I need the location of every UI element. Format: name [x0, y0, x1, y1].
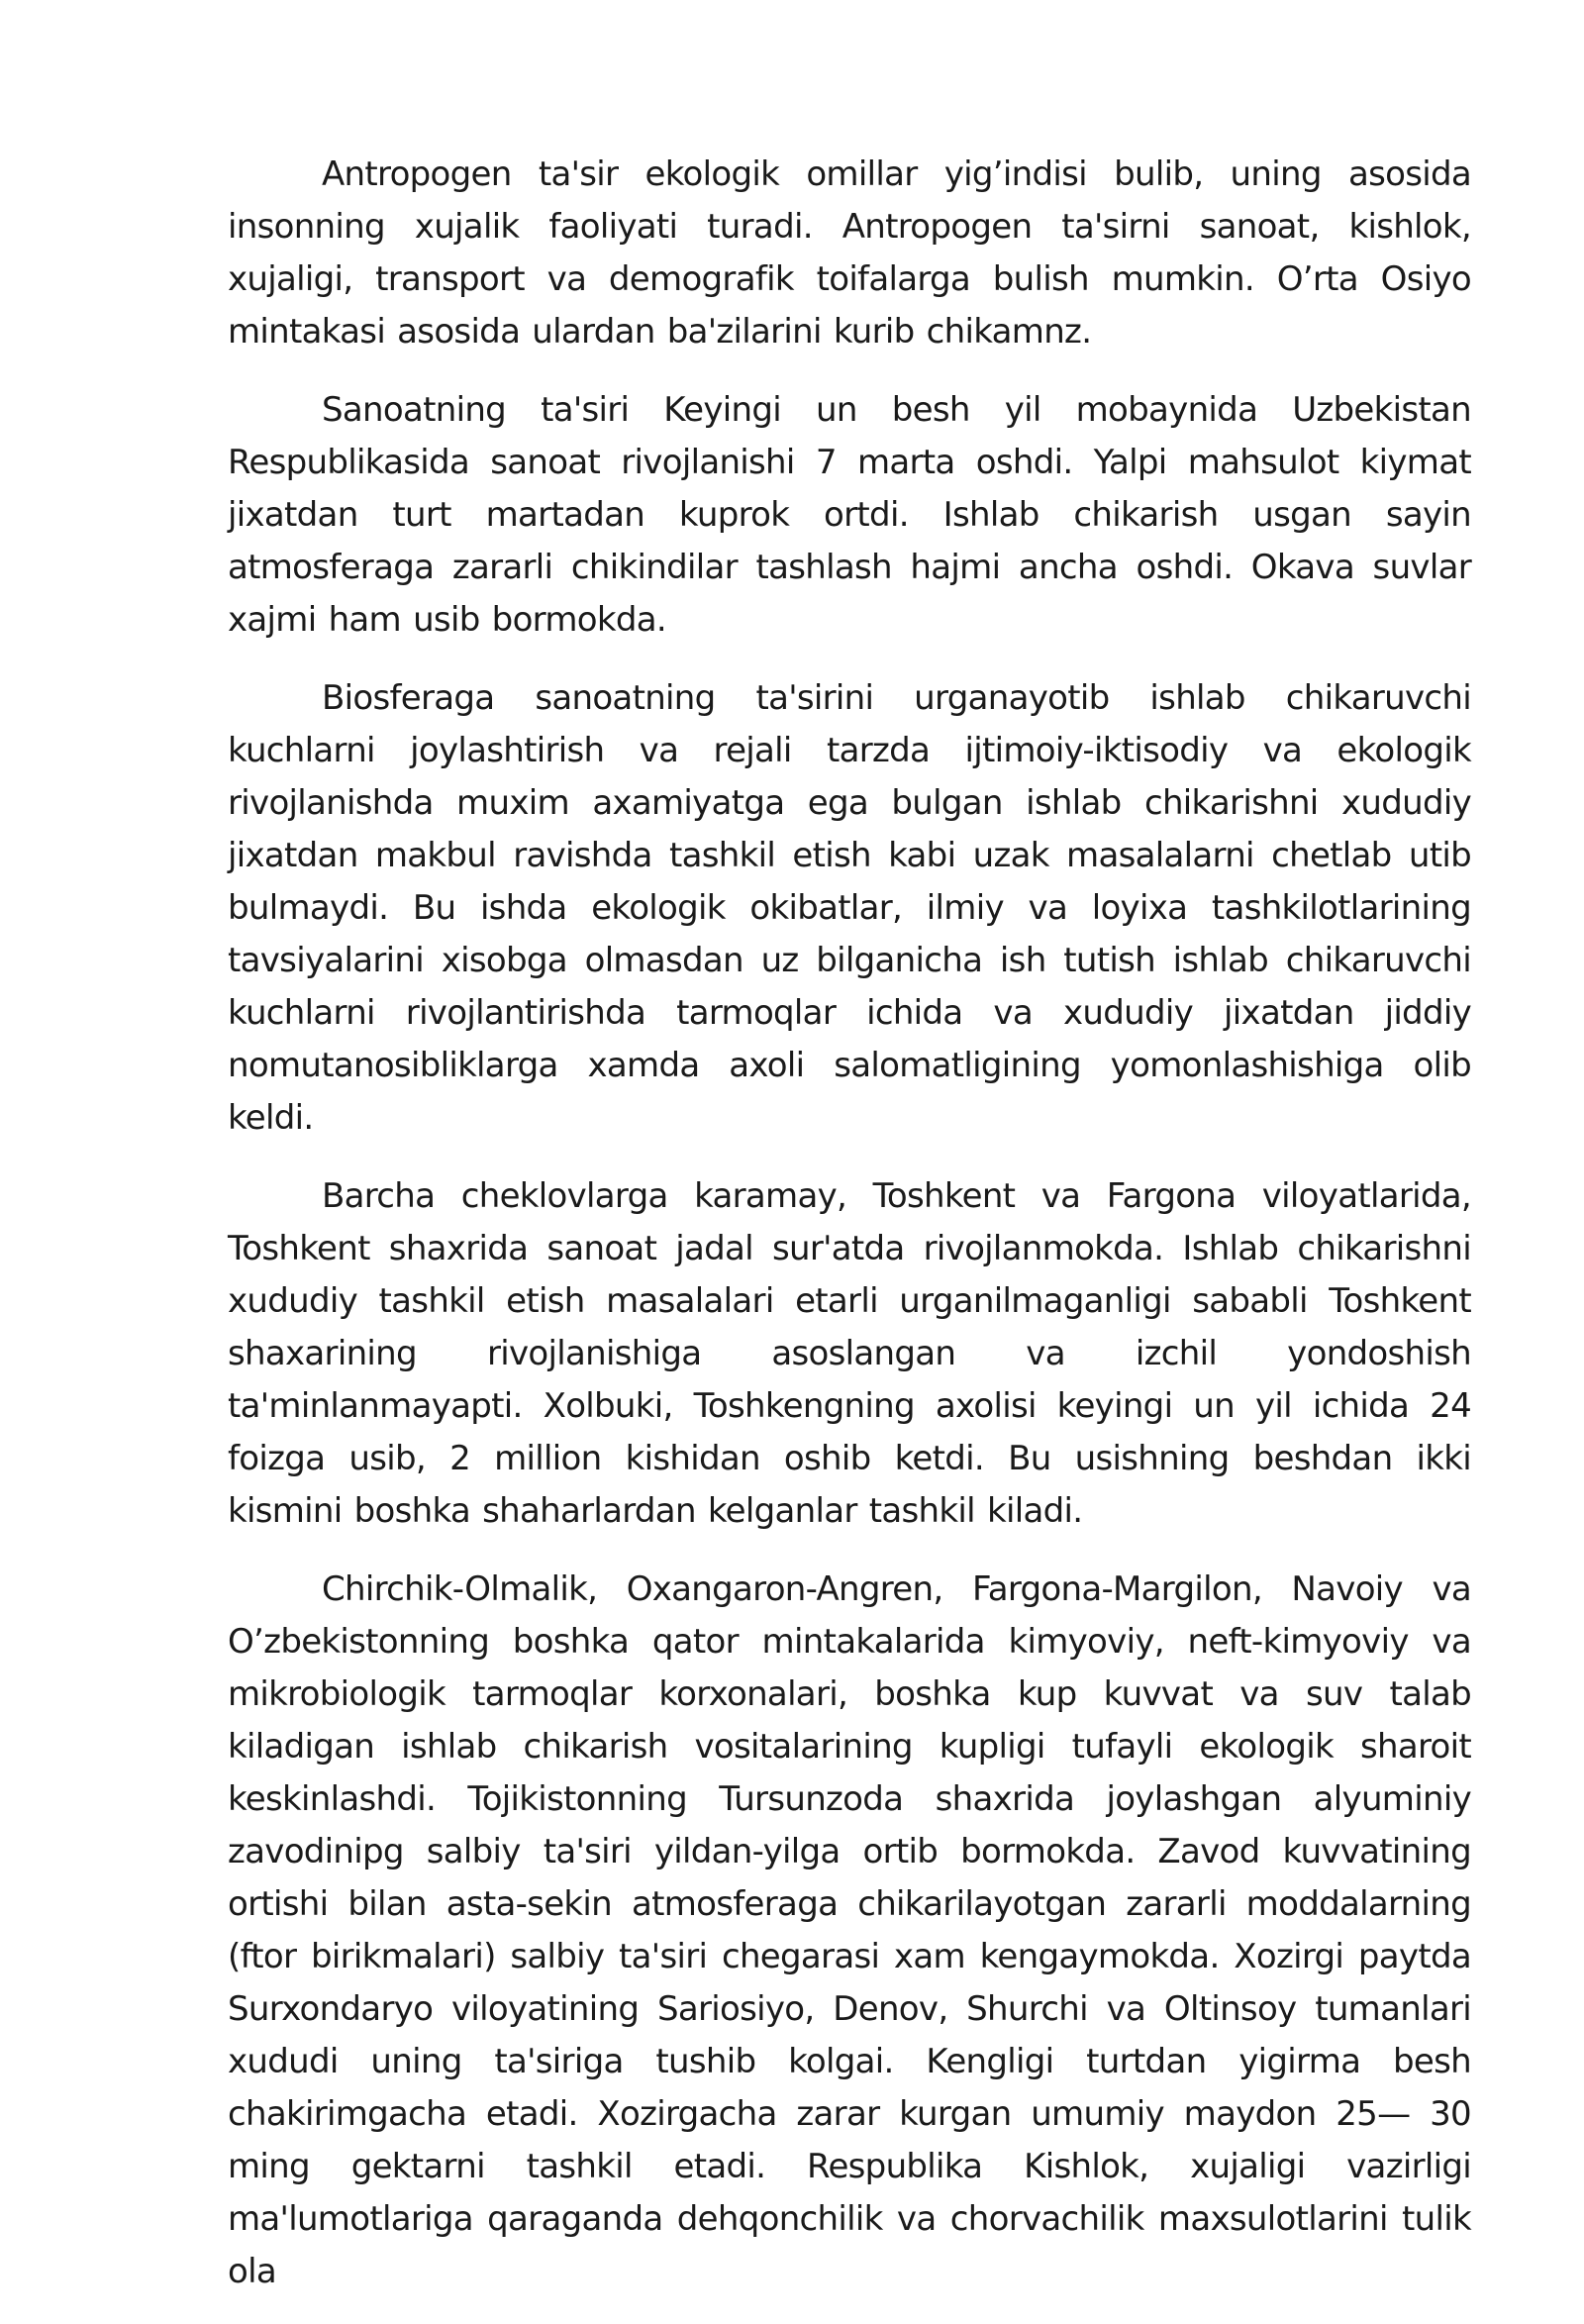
paragraph-anthropogenic-impact: Antropogen ta'sir ekologik omillar yig’indisi bulib, uning asosida insonning xujalik faoliyati turadi. Antropogen ta'sirni sanoat, kishlok, xujaligi, transport va demografik toifalarga bulish mumkin. O’rta Osiyo mintakasi asosida ulardan ba'zilarini kurib chikamnz.	[228, 154, 1471, 352]
paragraph-biosphere-industry: Biosferaga sanoatning ta'sirini urganayotib ishlab chikaruvchi kuchlarni joylashtirish va rejali tarzda ijtimoiy-iktisodiy va ekologik rivojlanishda muxim axamiyatga ega bulgan ishlab chikarishni xududiy jixatdan makbul ravishda tashkil etish kabi uzak masalalarni chetlab utib bulmaydi. Bu ishda ekologik okibatlar, ilmiy va loyixa tashkilotlarining tavsiyalarini xisobga olmasdan uz bilganicha ish tutish ishlab chikaruvchi kuchlarni rivojlantirishda tarmoqlar ichida va xududiy jixatdan jiddiy nomutanosibliklarga xamda axoli salomatligining yomonlashishiga olib keldi.	[228, 678, 1471, 1138]
paragraph-regional-ecology: Chirchik-Olmalik, Oxangaron-Angren, Fargona-Margilon, Navoiy va O’zbekistonning boshka qator mintakalarida kimyoviy, neft-kimyoviy va mikrobiologik tarmoqlar korxonalari, boshka kup kuvvat va suv talab kiladigan ishlab chikarish vositalarining kupligi tufayli ekologik sharoit keskinlashdi. Tojikistonning Tursunzoda shaxrida joylashgan alyuminiy zavodinipg salbiy ta'siri yildan-yilga ortib bormokda. Zavod kuvvatining ortishi bilan asta-sekin atmosferaga chikarilayotgan zararli moddalarning (ftor birikmalari) salbiy ta'siri chegarasi xam kengaymokda. Xozirgi paytda Surxondaryo viloyatining Sariosiyo, Denov, Shurchi va Oltinsoy tumanlari xududi uning ta'siriga tushib kolgai. Kengligi turtdan yigirma besh chakirimgacha etadi. Xozirgacha zarar kurgan umumiy maydon 25— 30 ming gektarni tashkil etadi. Respublika Kishlok, xujaligi vazirligi ma'lumotlariga qaraganda dehqonchilik va chorvachilik maxsulotlarini tulik ola	[228, 1569, 1471, 2291]
paragraph-industry-impact: Sanoatning ta'siri Keyingi un besh yil mobaynida Uzbekistan Respublikasida sanoat rivojlanishi 7 marta oshdi. Yalpi mahsulot kiymat jixatdan turt martadan kuprok ortdi. Ishlab chikarish usgan sayin atmosferaga zararli chikindilar tashlash hajmi ancha oshdi. Okava suvlar xajmi ham usib bormokda.	[228, 390, 1471, 640]
paragraph-tashkent-development: Barcha cheklovlarga karamay, Toshkent va Fargona viloyatlarida, Toshkent shaxrida sanoat jadal sur'atda rivojlanmokda. Ishlab chikarishni xududiy tashkil etish masalalari etarli urganilmaganligi sababli Toshkent shaxarining rivojlanishiga asoslangan va izchil yondoshish ta'minlanmayapti. Xolbuki, Toshkengning axolisi keyingi un yil ichida 24 foizga usib, 2 million kishidan oshib ketdi. Bu usishning beshdan ikki kismini boshka shaharlardan kelganlar tashkil kiladi.	[228, 1176, 1471, 1531]
document-body	[228, 149, 1471, 2324]
